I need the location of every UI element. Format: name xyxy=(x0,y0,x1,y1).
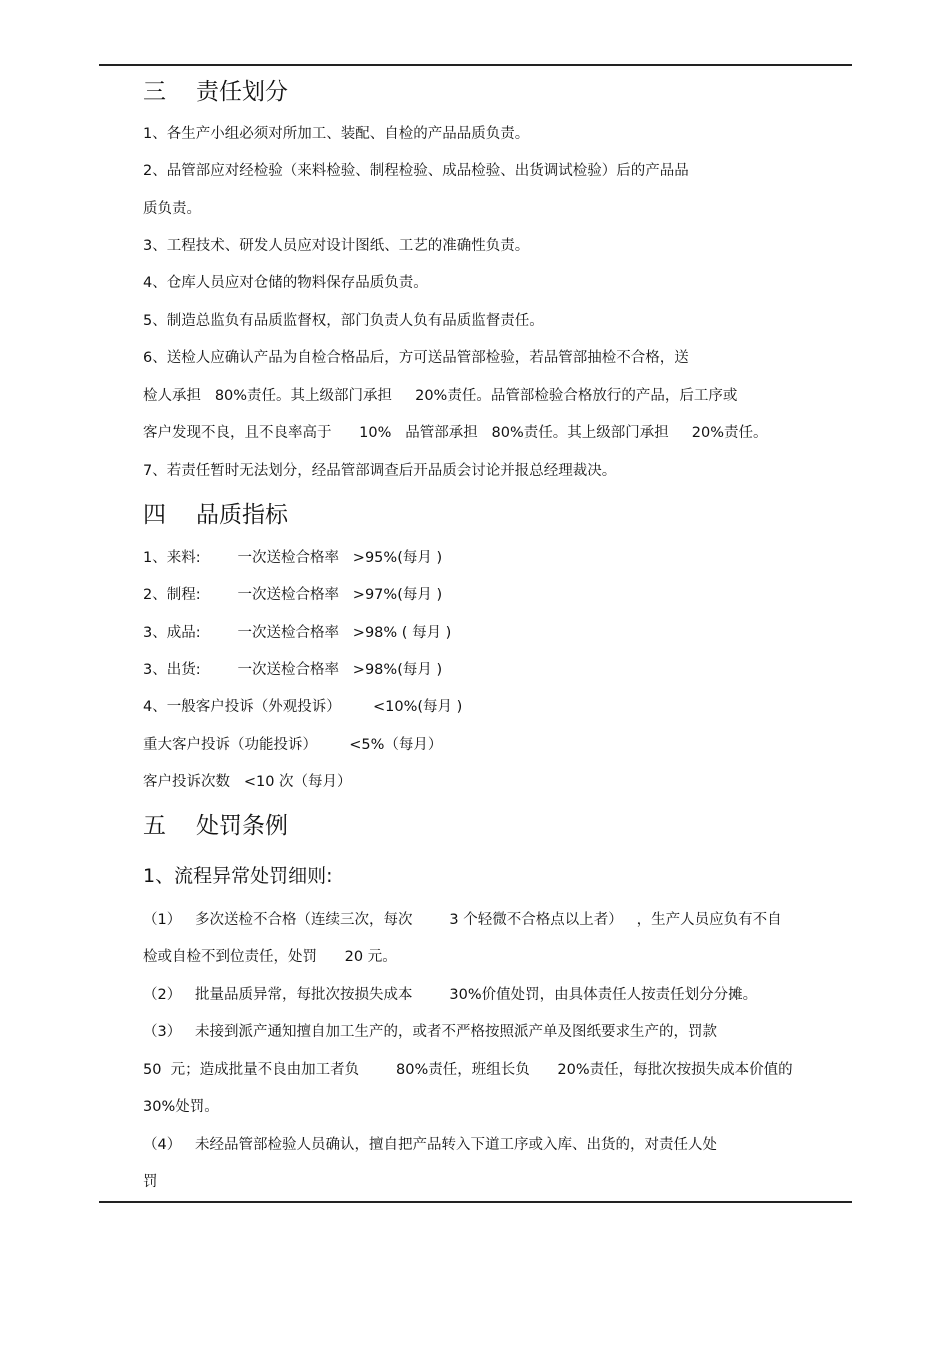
section-3-heading xyxy=(143,77,288,107)
section-5-subtitle: 1、流程异常处罚细则: xyxy=(143,865,333,887)
s3-line: 4、仓库人员应对仓储的物料保存品质负责。 xyxy=(143,275,428,291)
s5-line: （2） 批量品质异常，每批次按损失成本 30%价值处罚，由具体责任人按责任划分分摊。 xyxy=(143,987,758,1003)
bottom-rule xyxy=(99,1201,852,1203)
s4-line: 2、制程: 一次送检合格率 >97%(每月 ) xyxy=(143,587,443,603)
s5-line: 检或自检不到位责任，处罚 20 元。 xyxy=(143,949,397,965)
s5-line: （1） 多次送检不合格（连续三次，每次 3 个轻微不合格点以上者） ，生产人员应负有不自 xyxy=(143,912,782,928)
section-3-title: 责任划分 xyxy=(196,79,288,105)
s4-line: 4、一般客户投诉（外观投诉） <10%(每月 ) xyxy=(143,699,463,715)
s3-line: 检人承担 80%责任。其上级部门承担 20%责任。品管部检验合格放行的产品，后工序或 xyxy=(143,388,738,404)
s3-line: 质负责。 xyxy=(143,201,201,217)
s4-line: 1、来料: 一次送检合格率 >95%(每月 ) xyxy=(143,550,443,566)
section-4-number: 四 xyxy=(143,502,166,528)
s4-line: 客户投诉次数 <10 次（每月） xyxy=(143,774,352,790)
s3-line: 7、若责任暂时无法划分，经品管部调查后开品质会讨论并报总经理裁决。 xyxy=(143,463,617,479)
section-3-number: 三 xyxy=(143,79,166,105)
section-4-heading xyxy=(143,500,288,530)
s3-line: 5、制造总监负有品质监督权，部门负责人负有品质监督责任。 xyxy=(143,313,544,329)
s4-line: 3、出货: 一次送检合格率 >98%(每月 ) xyxy=(143,662,443,678)
s5-line: （4） 未经品管部检验人员确认，擅自把产品转入下道工序或入库、出货的，对责任人处 xyxy=(143,1137,718,1153)
s5-line: （3） 未接到派产通知擅自加工生产的，或者不严格按照派产单及图纸要求生产的，罚款 xyxy=(143,1024,718,1040)
top-rule xyxy=(99,64,852,66)
s3-line: 3、工程技术、研发人员应对设计图纸、工艺的准确性负责。 xyxy=(143,238,530,254)
s3-line: 客户发现不良，且不良率高于 10% 品管部承担 80%责任。其上级部门承担 20%责任。 xyxy=(143,425,768,441)
section-5-heading xyxy=(143,811,288,841)
s5-line: 50 元；造成批量不良由加工者负 80%责任，班组长负 20%责任，每批次按损失成本价值的 xyxy=(143,1062,793,1078)
section-5-number: 五 xyxy=(143,813,166,839)
section-4-title: 品质指标 xyxy=(196,502,288,528)
s3-line: 2、品管部应对经检验（来料检验、制程检验、成品检验、出货调试检验）后的产品品 xyxy=(143,163,689,179)
s3-line: 1、各生产小组必须对所加工、装配、自检的产品品质负责。 xyxy=(143,126,530,142)
s3-line: 6、送检人应确认产品为自检合格品后，方可送品管部检验，若品管部抽检不合格，送 xyxy=(143,350,689,366)
s4-line: 重大客户投诉（功能投诉） <5%（每月） xyxy=(143,737,443,753)
s5-line: 30%处罚。 xyxy=(143,1099,219,1115)
s4-line: 3、成品: 一次送检合格率 >98% ( 每月 ) xyxy=(143,625,452,641)
s5-line: 罚 xyxy=(143,1174,158,1190)
section-5-title: 处罚条例 xyxy=(196,813,288,839)
